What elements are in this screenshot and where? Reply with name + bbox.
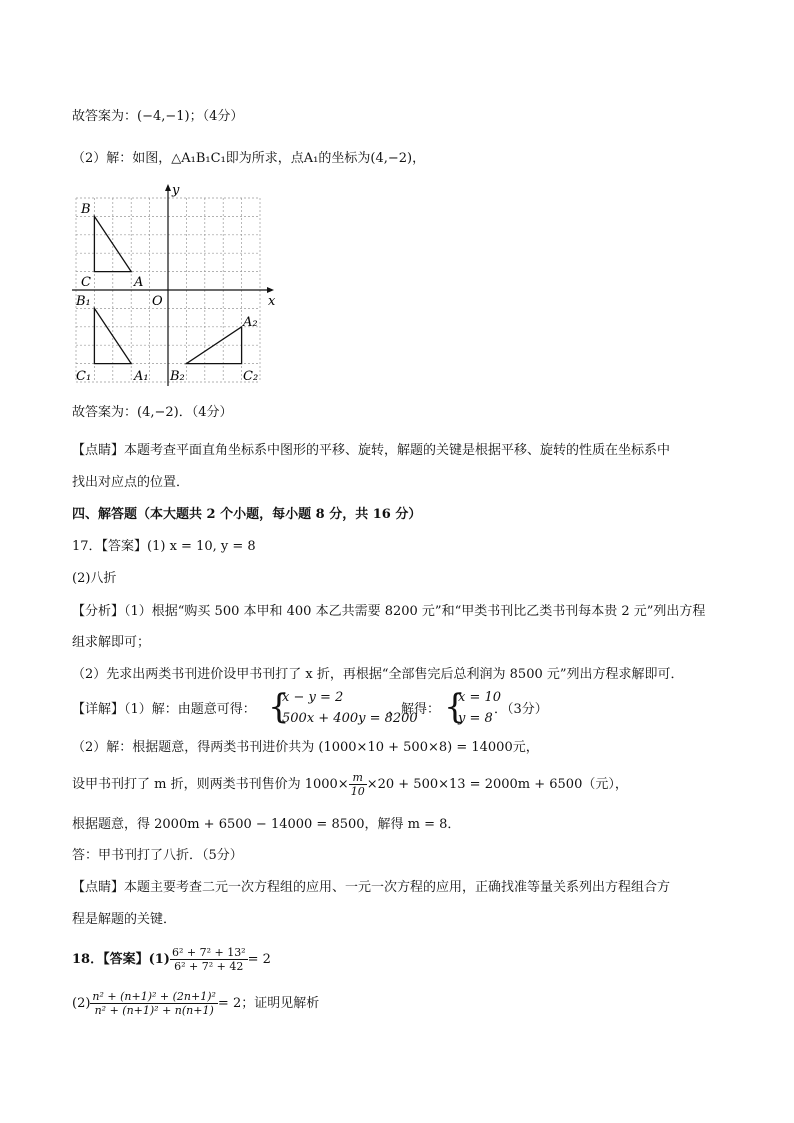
detail-intro: 【详解】（1）解：由题意可得： bbox=[72, 702, 256, 717]
detail-part2-line-3: 根据题意，得 2000m + 6500 − 14000 = 8500，解得 m = 8． bbox=[72, 817, 461, 832]
fraction-denominator: 10 bbox=[350, 785, 365, 798]
label-c2: C₂ bbox=[243, 369, 259, 384]
q18-answer-2 bbox=[72, 990, 319, 1017]
fraction-numerator: m bbox=[349, 771, 367, 785]
detail-part2-line-2 bbox=[72, 771, 628, 798]
label-a1: A₁ bbox=[134, 369, 149, 384]
label-a: A bbox=[134, 275, 144, 290]
analysis-line-2: 组求解即可； bbox=[72, 635, 151, 650]
analysis-line-1: 【分析】（1）根据“购买 500 本甲和 400 本乙共需要 8200 元”和“甲类书刊比乙类书刊每本贵 2 元”列出方程 bbox=[72, 604, 706, 619]
detail-score-1: ．（3分） bbox=[494, 702, 548, 717]
label-y: y bbox=[172, 183, 180, 198]
analysis-line-3: （2）先求出两类书刊进价设甲书刊打了 x 折，再根据“全部售完后总利润为 8500 元”列出方程求解即可． bbox=[72, 667, 684, 682]
remark-2-line-2: 程是解题的关键． bbox=[72, 912, 177, 927]
detail-part2-answer: 答：甲书刊打了八折．（5分） bbox=[72, 848, 243, 863]
label-b2: B₂ bbox=[170, 369, 185, 384]
q18-answer-label: 18．【答案】(1) bbox=[72, 952, 170, 967]
detail-part2-line-2a: 设甲书刊打了 m 折，则两类书刊售价为 1000× bbox=[72, 777, 349, 792]
system2-eq1: x = 10 bbox=[458, 690, 502, 705]
x-axis-arrow bbox=[267, 287, 274, 293]
label-a2: A₂ bbox=[243, 315, 258, 330]
system2-brace: { bbox=[444, 687, 466, 727]
detail-part2-line-1: （2）解：根据题意，得两类书刊进价共为 (1000×10 + 500×8) = 14000元， bbox=[72, 740, 539, 755]
label-c1: C₁ bbox=[76, 369, 92, 384]
fraction-q18-2-denominator: n² + (n+1)² + n(n+1) bbox=[94, 1004, 214, 1017]
q18-answer-1 bbox=[72, 946, 271, 973]
detail-part2-line-2b: ×20 + 500×13 = 2000m + 6500（元）， bbox=[366, 777, 628, 792]
label-c: C bbox=[81, 275, 91, 290]
answer-line-1: 故答案为：(−4,−1)；（4分） bbox=[72, 109, 244, 124]
fraction-q18-1-denominator: 6² + 7² + 42 bbox=[174, 960, 244, 973]
fraction-q18-2 bbox=[90, 990, 218, 1017]
q18-answer-2-label: (2) bbox=[72, 996, 91, 1011]
solution-part2-intro: （2）解：如图，△A₁B₁C₁即为所求，点A₁的坐标为(4,−2)， bbox=[72, 151, 426, 166]
label-o: O bbox=[152, 294, 163, 309]
label-x: x bbox=[268, 294, 276, 309]
fraction-q18-1-numerator: 6² + 7² + 13² bbox=[171, 946, 246, 959]
fraction-q18-2-numerator: n² + (n+1)² + (2n+1)² bbox=[92, 990, 216, 1003]
label-b1: B₁ bbox=[76, 294, 91, 309]
system2-eq2: y = 8 bbox=[458, 711, 493, 726]
coordinate-grid-figure bbox=[72, 182, 286, 390]
label-b: B bbox=[81, 202, 91, 217]
answer-line-2: 故答案为：(4,−2)．（4分） bbox=[72, 405, 233, 420]
fraction-m-over-10 bbox=[349, 771, 367, 798]
remark-line-1: 【点睛】本题考查平面直角坐标系中图形的平移、旋转，解题的关键是根据平移、旋转的性质在坐标系中 bbox=[72, 443, 671, 458]
y-axis-arrow bbox=[165, 184, 171, 191]
remark-2-line-1: 【点睛】本题主要考查二元一次方程组的应用、一元一次方程的应用，正确找准等量关系列出方程组合方 bbox=[72, 880, 671, 895]
system1-eq1: x − y = 2 bbox=[282, 690, 344, 705]
system1-eq2: 500x + 400y = 8200 bbox=[282, 711, 418, 726]
system1-brace: { bbox=[268, 687, 290, 727]
q17-answer-part2: (2)八折 bbox=[72, 571, 117, 586]
q17-answer: 17．【答案】(1) x = 10, y = 8 bbox=[72, 539, 256, 554]
fraction-q18-1 bbox=[170, 946, 248, 973]
section-heading: 四、解答题（本大题共 2 个小题，每小题 8 分，共 16 分） bbox=[72, 507, 422, 522]
remark-line-2: 找出对应点的位置． bbox=[72, 475, 190, 490]
q18-answer-1-result: = 2 bbox=[247, 952, 271, 967]
detail-solve-label: ，解得： bbox=[388, 702, 441, 717]
q18-answer-2-result: = 2；证明见解析 bbox=[217, 996, 320, 1011]
